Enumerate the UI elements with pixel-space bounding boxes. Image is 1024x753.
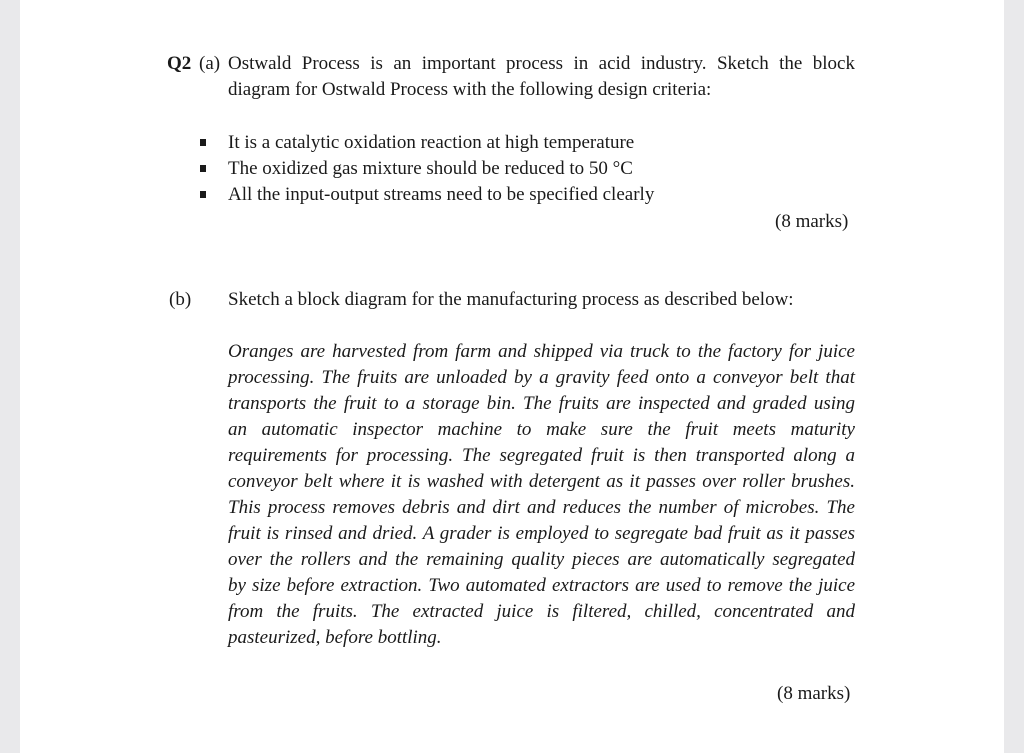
paragraph-line: transports the fruit to a storage bin. The fruits are inspected and graded using (228, 393, 855, 414)
paragraph-line: from the fruits. The extracted juice is filtered, chilled, concentrated and (228, 601, 855, 622)
question-number: Q2 (167, 53, 192, 74)
paragraph-line: processing. The fruits are unloaded by a gravity feed onto a conveyor belt that (228, 367, 855, 388)
paragraph-line: fruit is rinsed and dried. A grader is employed to segregate bad fruit as it passes (228, 523, 855, 544)
paragraph-line: by size before extraction. Two automated extractors are used to remove the juice (228, 575, 855, 596)
bullet-icon (200, 191, 206, 198)
criterion-text: The oxidized gas mixture should be reduced to 50 °C (228, 158, 633, 179)
paragraph-line: This process removes debris and dirt and reduces the number of microbes. The (228, 497, 855, 518)
part-a-marks: (8 marks) (775, 211, 849, 232)
paragraph-line: requirements for processing. The segregated fruit is then transported along a (228, 445, 855, 466)
criterion-text: It is a catalytic oxidation reaction at high temperature (228, 132, 635, 153)
paragraph-line: an automatic inspector machine to make sure the fruit meets maturity (228, 419, 855, 440)
bullet-icon (200, 139, 206, 146)
part-b-instruction: Sketch a block diagram for the manufacturing process as described below: (228, 289, 794, 310)
part-b-label: (b) (169, 289, 192, 310)
paragraph-line: over the rollers and the remaining quality pieces are automatically segregated (228, 549, 855, 570)
part-b-marks: (8 marks) (777, 683, 851, 704)
paragraph-line: Oranges are harvested from farm and shipped via truck to the factory for juice (228, 341, 855, 362)
process-description (228, 339, 855, 651)
document-page (20, 0, 1004, 753)
part-a-prompt-line-1: Ostwald Process is an important process in acid industry. Sketch the block (228, 53, 855, 74)
part-a-label: (a) (199, 53, 221, 74)
criterion-text: All the input-output streams need to be specified clearly (228, 184, 655, 205)
bullet-icon (200, 165, 206, 172)
paragraph-line: conveyor belt where it is washed with detergent as it passes over roller brushes. (228, 471, 855, 492)
paragraph-line: pasteurized, before bottling. (228, 627, 442, 648)
part-a-prompt-line-2: diagram for Ostwald Process with the following design criteria: (228, 79, 712, 100)
